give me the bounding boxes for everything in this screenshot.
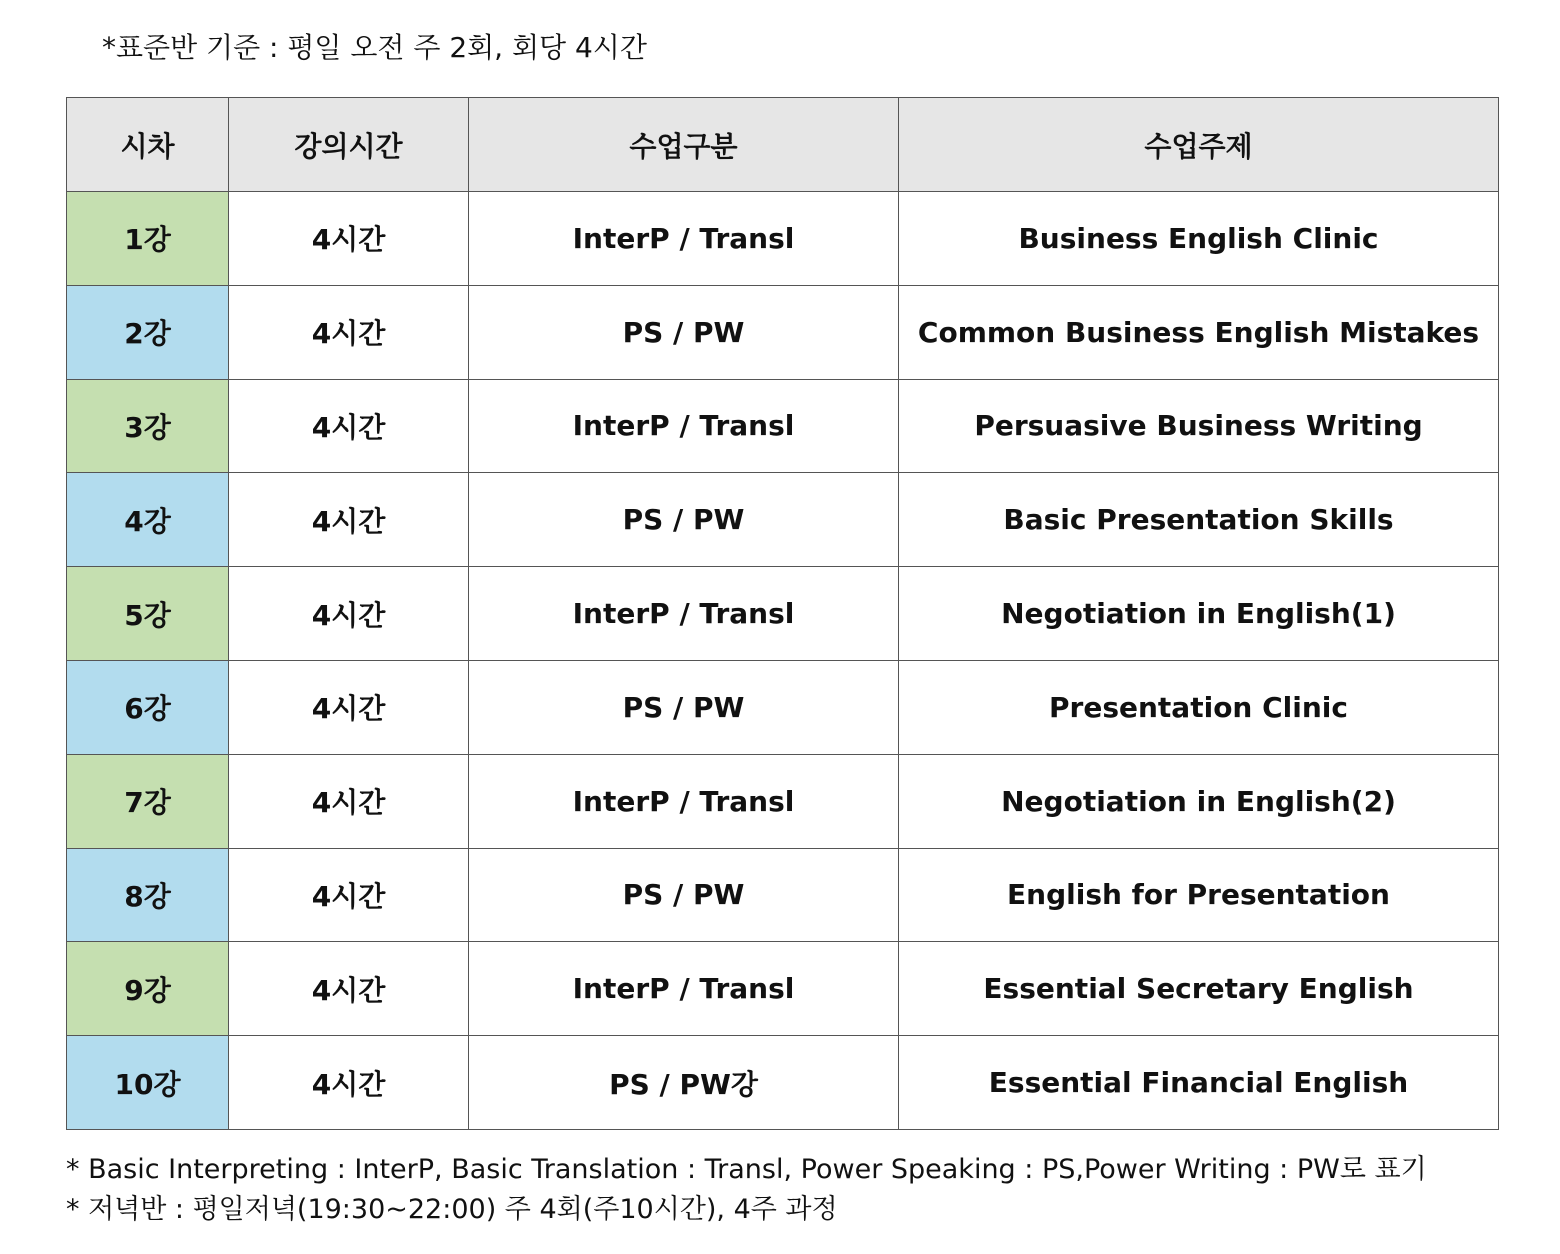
session-cell: 9강	[67, 942, 229, 1036]
class-type-cell: InterP / Transl	[469, 567, 899, 661]
table-row	[67, 848, 1499, 942]
schedule-standard-note: *표준반 기준 : 평일 오전 주 2회, 회당 4시간	[102, 31, 647, 64]
table-row	[67, 660, 1499, 754]
class-type-cell: PS / PW	[469, 660, 899, 754]
session-cell: 7강	[67, 754, 229, 848]
header-hours: 강의시간	[229, 98, 469, 192]
topic-cell: Negotiation in English(1)	[899, 567, 1499, 661]
table-header-row	[67, 98, 1499, 192]
table-row	[67, 285, 1499, 379]
class-type-cell: InterP / Transl	[469, 192, 899, 286]
topic-cell: English for Presentation	[899, 848, 1499, 942]
class-type-cell: PS / PW	[469, 848, 899, 942]
topic-cell: Common Business English Mistakes	[899, 285, 1499, 379]
footnotes	[66, 1150, 1427, 1230]
hours-cell: 4시간	[229, 192, 469, 286]
table-row	[67, 942, 1499, 1036]
table-row	[67, 473, 1499, 567]
table-row	[67, 754, 1499, 848]
topic-cell: Essential Secretary English	[899, 942, 1499, 1036]
class-type-cell: PS / PW	[469, 285, 899, 379]
topic-cell: Negotiation in English(2)	[899, 754, 1499, 848]
hours-cell: 4시간	[229, 285, 469, 379]
course-schedule-table	[66, 97, 1499, 1130]
hours-cell: 4시간	[229, 473, 469, 567]
class-type-cell: PS / PW	[469, 473, 899, 567]
class-type-cell: PS / PW강	[469, 1036, 899, 1130]
table-row	[67, 192, 1499, 286]
header-topic: 수업주제	[899, 98, 1499, 192]
header-session: 시차	[67, 98, 229, 192]
hours-cell: 4시간	[229, 567, 469, 661]
class-type-cell: InterP / Transl	[469, 754, 899, 848]
hours-cell: 4시간	[229, 1036, 469, 1130]
table-row	[67, 1036, 1499, 1130]
topic-cell: Essential Financial English	[899, 1036, 1499, 1130]
evening-class-note: * 저녁반 : 평일저녁(19:30~22:00) 주 4회(주10시간), 4주 과정	[66, 1194, 838, 1225]
class-type-cell: InterP / Transl	[469, 942, 899, 1036]
table-row	[67, 379, 1499, 473]
session-cell: 3강	[67, 379, 229, 473]
session-cell: 1강	[67, 192, 229, 286]
topic-cell: Presentation Clinic	[899, 660, 1499, 754]
session-cell: 4강	[67, 473, 229, 567]
session-cell: 10강	[67, 1036, 229, 1130]
hours-cell: 4시간	[229, 754, 469, 848]
hours-cell: 4시간	[229, 379, 469, 473]
session-cell: 6강	[67, 660, 229, 754]
hours-cell: 4시간	[229, 942, 469, 1036]
topic-cell: Persuasive Business Writing	[899, 379, 1499, 473]
hours-cell: 4시간	[229, 848, 469, 942]
session-cell: 2강	[67, 285, 229, 379]
topic-cell: Business English Clinic	[899, 192, 1499, 286]
class-type-cell: InterP / Transl	[469, 379, 899, 473]
table-row	[67, 567, 1499, 661]
abbreviation-note: * Basic Interpreting : InterP, Basic Translation : Transl, Power Speaking : PS,Power Writing : PW로 표기	[66, 1154, 1427, 1185]
session-cell: 8강	[67, 848, 229, 942]
header-class-type: 수업구분	[469, 98, 899, 192]
session-cell: 5강	[67, 567, 229, 661]
topic-cell: Basic Presentation Skills	[899, 473, 1499, 567]
hours-cell: 4시간	[229, 660, 469, 754]
